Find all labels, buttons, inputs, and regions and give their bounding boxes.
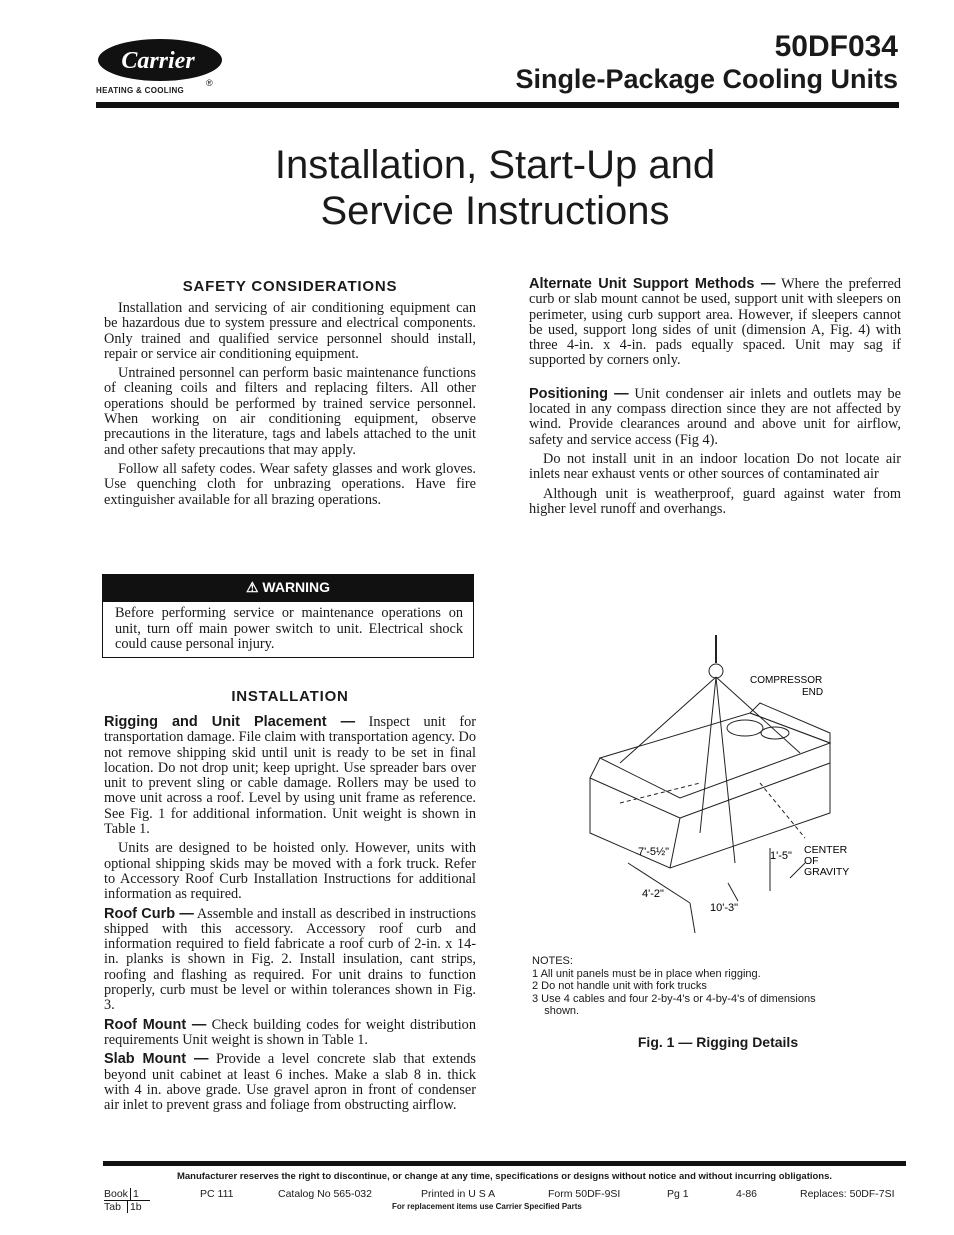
header-rule <box>96 102 899 108</box>
footer-pc: PC 111 <box>200 1188 234 1200</box>
label-center: CENTER <box>804 844 848 856</box>
tab-value: 1b <box>127 1201 142 1213</box>
logo-subtext: HEATING & COOLING <box>96 86 185 95</box>
book-value: 1 <box>130 1188 139 1200</box>
footer-replaces: Replaces: 50DF-7SI <box>800 1188 895 1200</box>
product-title: Single-Package Cooling Units <box>515 64 898 94</box>
logo-registered-mark: ® <box>206 78 213 88</box>
book-label: Book <box>104 1188 128 1200</box>
figure-notes <box>532 955 904 1018</box>
safety-paragraph-3: Follow all safety codes. Wear safety glasses and work gloves. Use quenching cloth for unbrazing operations. Have fire extinguisher available for all brazing operations. <box>104 460 476 508</box>
rigging-heading: Rigging and Unit Placement — <box>104 714 356 730</box>
figure-caption: Fig. 1 — Rigging Details <box>637 1034 799 1050</box>
warning-box <box>102 574 474 658</box>
safety-heading: SAFETY CONSIDERATIONS <box>182 278 398 295</box>
positioning-heading: Positioning — <box>529 385 629 402</box>
footer-catalog: Catalog No 565-032 <box>278 1188 372 1200</box>
rigging-diagram <box>560 633 890 943</box>
right-column <box>529 277 901 517</box>
label-of: OF <box>804 855 819 867</box>
roof-curb-paragraph <box>104 907 476 1014</box>
title-line-1: Installation, Start-Up and <box>274 143 716 187</box>
roof-mount-text: Check building codes for weight distribution requirements Unit weight is shown in Table 1. <box>104 1016 476 1048</box>
footer-notice: Manufacturer reserves the right to discontinue, or change at any time, specifications or designs without notice and without incurring obligations. <box>176 1171 833 1182</box>
warning-triangle-icon: ⚠ <box>245 579 259 595</box>
tab-label: Tab <box>104 1201 121 1213</box>
warning-label: WARNING <box>262 579 331 595</box>
footer-date: 4-86 <box>736 1188 758 1200</box>
rigging-paragraph-2: Units are designed to be hoisted only. However, units with optional shipping skids may be moved with a fork truck. Refer to Accessory Roof Curb Installation Instructions for additional information as required. <box>104 840 476 903</box>
roof-mount-heading: Roof Mount — <box>104 1016 207 1033</box>
label-compressor: COMPRESSOR <box>750 675 823 686</box>
slab-mount-heading: Slab Mount — <box>104 1051 209 1068</box>
alternate-support-paragraph <box>529 277 901 369</box>
positioning-paragraph-2: Do not install unit in an indoor location Do not locate air inlets near exhaust vents or other sources of contaminated air <box>529 450 901 483</box>
dimension-7-5: 7'-5½" <box>638 846 670 858</box>
footer-rule <box>103 1161 906 1166</box>
label-gravity: GRAVITY <box>804 866 850 878</box>
positioning-paragraph-3: Although unit is weatherproof, guard against water from higher level runoff and overhangs. <box>529 485 901 517</box>
dimension-10-3: 10'-3" <box>710 902 739 914</box>
slab-mount-paragraph <box>104 1052 476 1113</box>
alternate-support-heading: Alternate Unit Support Methods — <box>529 276 776 292</box>
safety-section <box>104 278 476 508</box>
notes-title: NOTES: <box>532 955 573 967</box>
footer-page: Pg 1 <box>667 1188 689 1200</box>
note-3-cont: shown. <box>532 1005 580 1017</box>
lifting-hook-icon <box>709 664 723 678</box>
alternate-support-text: Where the preferred curb or slab mount cannot be used, support unit with sleepers on perimeter, using curb support area. However, if sleepers cannot be used, support long sides of unit (dimension A, Fig. 4) with three 4-in. x 4-in. pads equally spaced. Unit may sag if supported by corners only. <box>529 276 901 369</box>
slab-mount-text: Provide a level concrete slab that extends beyond unit cabinet at least 6 inches. Make a slab 8 in. thick with 4 in. above grade. Use gravel apron in front of condenser air inlet to prevent grass and foliage from obstructing airflow. <box>104 1051 476 1114</box>
label-end: END <box>802 687 824 698</box>
installation-heading-wrap <box>104 688 476 711</box>
positioning-paragraph <box>529 387 901 448</box>
title-line-2: Service Instructions <box>320 189 670 233</box>
note-2: 2 Do not handle unit with fork trucks <box>532 980 707 992</box>
dimension-1-5: 1'-5" <box>770 850 792 862</box>
installation-heading: INSTALLATION <box>231 688 349 705</box>
document-title <box>0 142 954 234</box>
installation-section <box>104 715 476 1113</box>
safety-paragraph-2: Untrained personnel can perform basic maintenance functions of cleaning coils and filters and replacing filters. All other operations should be performed by trained service personnel. When working on air conditioning equipment, observe precautions in the literature, tags and labels attached to the unit and other safety precautions that may apply. <box>104 365 476 458</box>
safety-paragraph-1: Installation and servicing of air conditioning equipment can be hazardous due to system pressure and electrical components. Only trained and qualified service personnel should install, repair or service air conditioning equipment. <box>104 300 476 362</box>
warning-text: Before performing service or maintenance operations on unit, turn off main power switch to unit. Electrical shock could cause personal injury. <box>115 605 463 653</box>
roof-curb-text: Assemble and install as described in instructions shipped with this accessory. Accessory roof curb and information required to field fabricate a roof curb of 2-in. x 14-in. planks is shown in Fig. 2. Install insulation, cant strips, roofing and flashing as required. For unit drains to function properly, curb must be level or within tolerances shown in Fig. 3. <box>104 905 477 1014</box>
roof-mount-paragraph <box>104 1018 476 1049</box>
footer-replacement-note: For replacement items use Carrier Specified Parts <box>392 1202 582 1211</box>
roof-curb-heading: Roof Curb — <box>104 905 194 922</box>
logo-wordmark: Carrier <box>121 48 195 74</box>
model-number: 50DF034 <box>774 30 898 63</box>
dimension-4-2: 4'-2" <box>642 888 664 900</box>
footer-form: Form 50DF-9SI <box>548 1188 621 1200</box>
note-3: 3 Use 4 cables and four 2-by-4's or 4-by-4's of dimensions <box>532 992 816 1005</box>
footer-printed: Printed in U S A <box>421 1188 496 1200</box>
rigging-text: Inspect unit for transportation damage. File claim with transportation agency. Do not remove shipping skid until unit is ready to be set in final location. Do not drop unit; keep upright. Use spreader bars over unit to prevent sling or cable damage. Rollers may be used to move unit across a roof. Level by using unit frame as reference. See Fig. 1 for additional information. Unit weight is shown in Table 1. <box>104 714 476 838</box>
warning-header <box>103 575 473 602</box>
positioning-text: Unit condenser air inlets and outlets may be located in any compass direction since they are not affected by wind. Provide clearances around and above unit for airflow, safety and service access (Fig 4). <box>529 385 901 448</box>
rigging-paragraph <box>104 715 476 837</box>
note-1: 1 All unit panels must be in place when rigging. <box>532 967 761 980</box>
carrier-logo <box>96 38 226 88</box>
book-tab-index <box>104 1188 150 1213</box>
